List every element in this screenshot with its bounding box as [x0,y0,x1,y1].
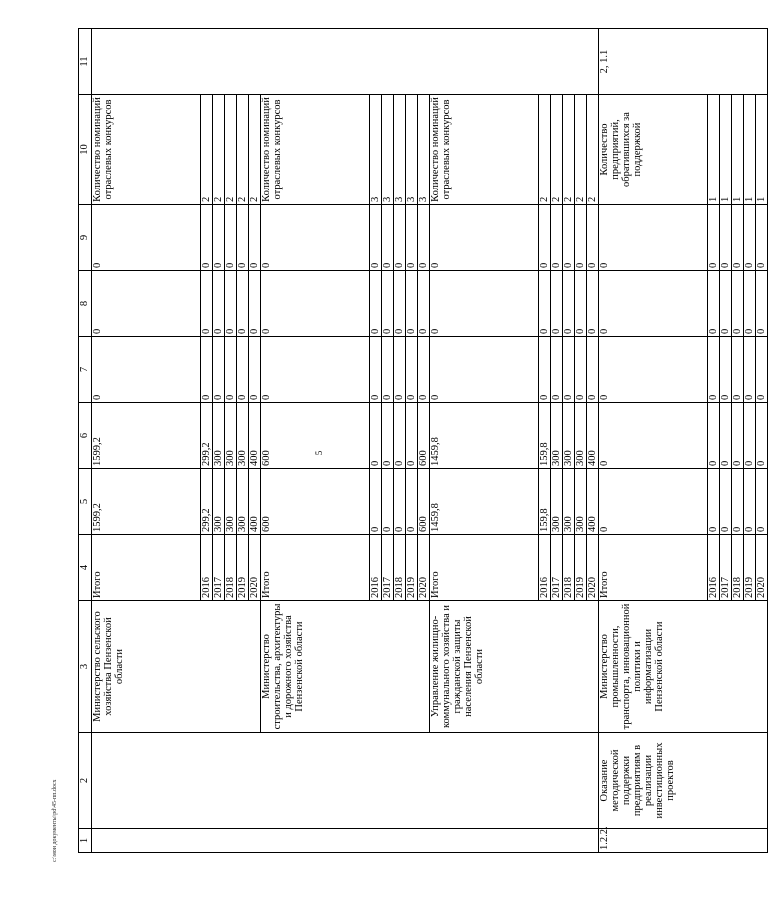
column-number-row [79,29,92,853]
column-header: 10 [79,95,92,205]
value-cell: 1 [744,95,756,205]
year-cell: 2016 [708,535,720,601]
year-cell: 2020 [249,535,261,601]
year-cell: 2020 [756,535,768,601]
value-cell: 2 [213,95,225,205]
value-cell: 0 [382,469,394,535]
value-cell: 0 [237,205,249,271]
rotated-program-table [78,29,767,853]
value-cell: 300 [575,403,587,469]
value-cell: 1 [732,95,744,205]
year-cell: 2016 [370,535,382,601]
value-cell: 0 [370,469,382,535]
value-cell: 0 [708,403,720,469]
value-cell: 0 [575,205,587,271]
year-cell: 2016 [539,535,551,601]
value-cell: 0 [539,337,551,403]
value-cell: 0 [237,337,249,403]
value-cell: 0 [261,271,370,337]
value-cell: 0 [237,271,249,337]
year-cell: 2017 [213,535,225,601]
column-header: 7 [79,337,92,403]
column-header: 9 [79,205,92,271]
value-cell: 0 [575,271,587,337]
total-label-cell: Итого [261,535,370,601]
page-number: 5 [314,450,324,456]
value-cell: 400 [249,403,261,469]
value-cell: 1 [720,95,732,205]
value-cell: 0 [418,205,430,271]
value-cell: 0 [406,403,418,469]
value-cell: 300 [575,469,587,535]
total-label-cell: Итого [430,535,539,601]
value-cell: 1599,2 [92,403,201,469]
measure-name-cell [92,733,599,829]
column-header: 4 [79,535,92,601]
table-row-total [599,29,708,853]
value-cell: 0 [756,403,768,469]
value-cell: 2 [575,95,587,205]
year-cell: 2018 [394,535,406,601]
value-cell: 0 [539,205,551,271]
measure-number-cell: 1.2.2. [599,829,768,853]
value-cell: 0 [213,205,225,271]
value-cell: 0 [756,271,768,337]
value-cell: 0 [201,337,213,403]
table-row-total [430,29,539,853]
value-cell: 0 [708,337,720,403]
column-header: 1 [79,829,92,853]
value-cell: 0 [394,271,406,337]
column-header: 6 [79,403,92,469]
value-cell: 0 [720,469,732,535]
value-cell: 0 [261,205,370,271]
value-cell: 0 [599,403,708,469]
value-cell: 0 [382,403,394,469]
value-cell: 600 [418,469,430,535]
value-cell: 299,2 [201,403,213,469]
value-cell: 0 [201,271,213,337]
year-cell: 2016 [201,535,213,601]
value-cell: 0 [394,337,406,403]
total-label-cell: Итого [92,535,201,601]
value-cell: 400 [249,469,261,535]
value-cell: 1599,2 [92,469,201,535]
value-cell: 0 [430,337,539,403]
value-cell: 300 [237,403,249,469]
year-cell: 2019 [406,535,418,601]
value-cell: 300 [563,469,575,535]
value-cell: 0 [587,205,599,271]
value-cell: 0 [370,205,382,271]
value-cell: 0 [551,271,563,337]
value-cell: 0 [406,205,418,271]
value-cell: 0 [563,205,575,271]
column-header: 3 [79,601,92,733]
table-row-total [92,29,201,853]
value-cell: 0 [732,205,744,271]
value-cell: 0 [406,337,418,403]
value-cell: 0 [708,205,720,271]
value-cell: 2 [249,95,261,205]
value-cell: 2 [551,95,563,205]
value-cell: 0 [708,271,720,337]
value-cell: 0 [430,205,539,271]
value-cell: 0 [249,337,261,403]
value-cell: 2 [563,95,575,205]
value-cell: 159,8 [539,403,551,469]
value-cell: 0 [744,271,756,337]
value-cell: 0 [720,403,732,469]
column-header: 2 [79,733,92,829]
value-cell: 0 [225,337,237,403]
value-cell: 0 [551,337,563,403]
year-cell: 2019 [575,535,587,601]
measure-number-cell [92,829,599,853]
value-cell: 0 [587,271,599,337]
value-cell: 0 [744,469,756,535]
value-cell: 0 [599,205,708,271]
value-cell: 300 [213,469,225,535]
indicator-name-cell: Количество номинаций отраслевых конкурсов [430,95,539,205]
year-cell: 2018 [563,535,575,601]
total-label-cell: Итого [599,535,708,601]
value-cell: 3 [394,95,406,205]
value-cell: 0 [756,337,768,403]
value-cell: 0 [92,271,201,337]
value-cell: 0 [708,469,720,535]
value-cell: 300 [551,403,563,469]
program-activities-table [78,28,768,853]
value-cell: 600 [261,403,370,469]
value-cell: 159,8 [539,469,551,535]
year-cell: 2019 [237,535,249,601]
value-cell: 0 [732,337,744,403]
value-cell: 0 [418,337,430,403]
indicator-name-cell: Количество предприятий, обратившихся за поддержкой [599,95,708,205]
value-cell: 300 [225,403,237,469]
value-cell: 0 [382,337,394,403]
value-cell: 0 [720,271,732,337]
value-cell: 0 [394,403,406,469]
value-cell: 0 [92,337,201,403]
value-cell: 400 [587,403,599,469]
value-cell: 0 [382,205,394,271]
year-cell: 2017 [720,535,732,601]
responsible-ministry-cell: Управление жилищно-коммунального хозяйства и гражданской защиты населения Пензенской области [430,601,599,733]
value-cell: 2 [225,95,237,205]
value-cell: 0 [732,271,744,337]
value-cell: 3 [382,95,394,205]
measure-name-cell: Оказание методической поддержки предприятиям в реализации инвестиционных проектов [599,733,768,829]
value-cell: 0 [756,205,768,271]
value-cell: 3 [370,95,382,205]
responsible-ministry-cell: Министерство промышленности, транспорта, инновационной политики и информатизации Пензенской области [599,601,768,733]
value-cell: 0 [370,403,382,469]
value-cell: 0 [261,337,370,403]
task-link-cell: 2, 1.1 [599,29,768,95]
value-cell: 0 [744,403,756,469]
value-cell: 300 [563,403,575,469]
value-cell: 1459,8 [430,469,539,535]
value-cell: 600 [418,403,430,469]
value-cell: 0 [394,469,406,535]
value-cell: 0 [563,337,575,403]
value-cell: 3 [406,95,418,205]
value-cell: 0 [732,469,744,535]
table-row-total [261,29,370,853]
value-cell: 0 [539,271,551,337]
value-cell: 300 [225,469,237,535]
year-cell: 2020 [418,535,430,601]
value-cell: 0 [732,403,744,469]
value-cell: 3 [418,95,430,205]
value-cell: 0 [406,271,418,337]
value-cell: 300 [237,469,249,535]
value-cell: 0 [587,337,599,403]
year-cell: 2018 [225,535,237,601]
year-cell: 2017 [382,535,394,601]
value-cell: 600 [261,469,370,535]
value-cell: 1 [756,95,768,205]
value-cell: 0 [406,469,418,535]
year-cell: 2017 [551,535,563,601]
value-cell: 0 [551,205,563,271]
value-cell: 0 [213,337,225,403]
value-cell: 0 [225,271,237,337]
value-cell: 300 [551,469,563,535]
value-cell: 0 [249,205,261,271]
value-cell: 0 [563,271,575,337]
value-cell: 0 [430,271,539,337]
responsible-ministry-cell: Министерство строительства, архитектуры и дорожного хозяйства Пензенской области [261,601,430,733]
value-cell: 400 [587,469,599,535]
value-cell: 0 [92,205,201,271]
footer-file-path: c:\мои документы\рd\45-пп.docx [52,779,58,862]
value-cell: 0 [370,337,382,403]
value-cell: 2 [539,95,551,205]
column-header: 5 [79,469,92,535]
value-cell: 0 [370,271,382,337]
responsible-ministry-cell: Министерство сельского хозяйства Пензенской области [92,601,261,733]
value-cell: 0 [599,271,708,337]
value-cell: 2 [237,95,249,205]
task-link-cell [92,29,599,95]
value-cell: 0 [599,337,708,403]
value-cell: 0 [744,337,756,403]
value-cell: 1459,8 [430,403,539,469]
value-cell: 299,2 [201,469,213,535]
indicator-name-cell: Количество номинаций отраслевых конкурсов [92,95,201,205]
value-cell: 2 [201,95,213,205]
value-cell: 0 [382,271,394,337]
value-cell: 0 [756,469,768,535]
indicator-name-cell: Количество номинаций отраслевых конкурсов [261,95,370,205]
value-cell: 0 [249,271,261,337]
value-cell: 0 [744,205,756,271]
year-cell: 2020 [587,535,599,601]
value-cell: 0 [599,469,708,535]
column-header: 8 [79,271,92,337]
year-cell: 2018 [732,535,744,601]
value-cell: 300 [213,403,225,469]
value-cell: 0 [394,205,406,271]
value-cell: 0 [418,271,430,337]
value-cell: 2 [587,95,599,205]
value-cell: 0 [720,337,732,403]
value-cell: 0 [575,337,587,403]
value-cell: 0 [720,205,732,271]
year-cell: 2019 [744,535,756,601]
column-header: 11 [79,29,92,95]
value-cell: 0 [225,205,237,271]
value-cell: 1 [708,95,720,205]
value-cell: 0 [201,205,213,271]
value-cell: 0 [213,271,225,337]
